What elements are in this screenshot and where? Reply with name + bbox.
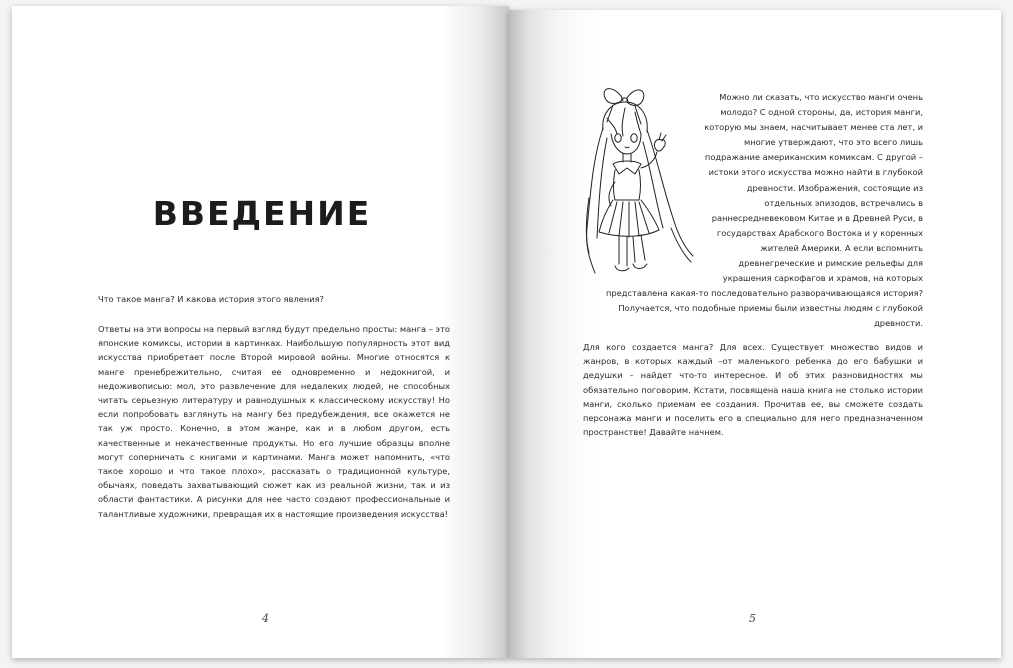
left-page <box>12 6 509 658</box>
right-body-text: Для кого создается манга? Для всех. Существует множество видов и жанров, в которых каждый –от маленького ребенка до его бабушки и дедушки – найдет что-то интересное. И об этих разновидностях мы обязательно поговорим. Кстати, посвящена наша книга не столько истории манги, сколько приемам ее создания. Прочитав ее, вы сможете создать персонажа манги и поселить его в специально для него предназначенном пространстве! Давайте начнем. <box>583 342 923 438</box>
page-number-left: 4 <box>262 612 269 625</box>
intro-question: Что такое манга? И какова история этого явления? <box>98 294 325 304</box>
chapter-title: ВВЕДЕНИЕ <box>152 194 372 233</box>
page-number-right: 5 <box>749 612 756 625</box>
left-body-text: Ответы на эти вопросы на первый взгляд будут предельно просты: манга – это японские комиксы, истории в картинках. Наибольшую популярность этот вид искусства приобретает после Второй мировой войны. Многие относятся к манге пренебрежительно, считая ее одновременно и недокнигой, и недоживописью: мол, это развлечение для недалеких людей, не способных читать серьезную литературу и равнодушных к классическому искусству! Но если попробовать взглянуть на мангу без предубеждения, все окажется не так уж просто. Конечно, в этом жанре, как и в любом другом, есть качественные и некачественные продукты. Но его лучшие образцы вполне могут соперничать с книгами и картинами. Манга может напомнить, «что такое хорошо и что такое плохо», рассказать о традиционной культуре, обычаях, поведать захватывающий сюжет как из реальной жизни, так и из области фантастики. А рисунки для нее часто создают профессиональные и талантливые художники, превращая их в настоящие произведения искусства! <box>98 324 450 519</box>
right-page <box>509 10 1001 658</box>
right-intro-text: Можно ли сказать, что искусство манги очень молодо? С одной стороны, да, история манги, которую мы знаем, насчитывает менее ста лет, и многие утверждают, что это всего лишь подражание американским комиксам. С другой – истоки этого искусства можно найти в глубокой древности. Изображения, состоящие из отдельных эпизодов, встречались в раннесредневековом Китае и в Древней Руси, в государствах Арабского Востока и у коренных жителей Америки. А если вспомнить древнегреческие и римские рельефы для украшения саркофагов и храмов, на которых представлена какая-то последовательно разворачивающаяся история? Получается, что подобные приемы были известны людям с глубокой древности. <box>605 92 923 329</box>
manga-girl-illustration <box>583 78 695 283</box>
right-intro-block <box>583 90 923 332</box>
